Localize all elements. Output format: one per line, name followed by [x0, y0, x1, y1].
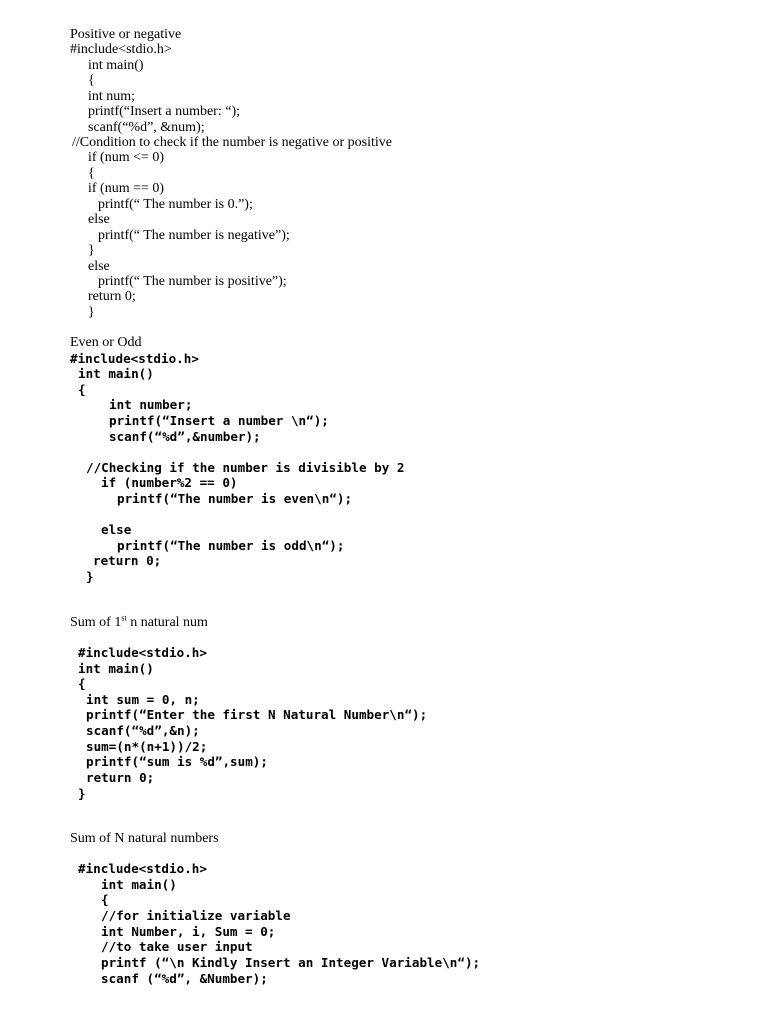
code-line: else [88, 259, 110, 274]
code-line: } [86, 569, 94, 584]
code-line: if (number%2 == 0) [101, 475, 238, 490]
code-line: { [78, 382, 86, 397]
code-line: return 0; [88, 289, 136, 304]
code-line: else [101, 522, 132, 537]
code-comment: //Condition to check if the number is negative or positive [72, 135, 392, 150]
code-line: if (num == 0) [88, 181, 165, 196]
code-line: { [88, 73, 95, 88]
code-line: printf (“\n Kindly Insert an Integer Variable\n“); [101, 955, 481, 970]
code-line: scanf(“%d”,&n); [86, 723, 200, 738]
code-line: int main() [88, 58, 144, 73]
code-line: int main() [78, 366, 154, 381]
code-line: printf(“Insert a number: “); [88, 104, 240, 119]
code-line: return 0; [93, 553, 162, 568]
code-line: else [88, 212, 110, 227]
code-line: { [88, 166, 95, 181]
code-line: printf(“ The number is positive”); [98, 274, 287, 289]
section-title: Sum of N natural numbers [70, 831, 219, 846]
section-title: Even or Odd [70, 335, 142, 350]
code-line: printf(“sum is %d”,sum); [86, 754, 268, 769]
code-line: #include<stdio.h> [78, 861, 207, 876]
code-line: { [78, 676, 86, 691]
section-title [70, 615, 208, 631]
code-line: return 0; [86, 770, 155, 785]
code-line: { [101, 892, 109, 907]
code-line: if (num <= 0) [88, 150, 165, 165]
code-line: int main() [78, 661, 154, 676]
title-text: n natural num [126, 615, 208, 630]
code-line: scanf (“%d”, &Number); [101, 971, 268, 986]
code-line: int number; [109, 397, 193, 412]
code-line: #include<stdio.h> [70, 351, 199, 366]
code-line: int sum = 0, n; [86, 692, 200, 707]
code-line: scanf(“%d”, &num); [88, 120, 205, 135]
code-line: } [78, 786, 86, 801]
code-comment: //for initialize variable [101, 908, 291, 923]
section-title: Positive or negative [70, 27, 182, 42]
code-line: int Number, i, Sum = 0; [101, 924, 276, 939]
code-line: sum=(n*(n+1))/2; [86, 739, 208, 754]
code-line: printf(“Insert a number \n“); [109, 413, 329, 428]
title-text: Sum of 1 [70, 615, 122, 630]
code-line: #include<stdio.h> [70, 42, 172, 57]
code-line: printf(“The number is odd\n“); [117, 538, 345, 553]
code-line: printf(“Enter the first N Natural Number\n“); [86, 707, 428, 722]
code-line: printf(“The number is even\n“); [117, 491, 353, 506]
code-line: } [88, 243, 95, 258]
code-line: } [88, 305, 95, 320]
code-comment: //to take user input [101, 939, 253, 954]
code-line: #include<stdio.h> [78, 645, 207, 660]
title-superscript: st [121, 613, 127, 623]
code-line: printf(“ The number is 0.”); [98, 197, 253, 212]
code-line: scanf(“%d”,&number); [109, 429, 261, 444]
code-line: printf(“ The number is negative”); [98, 228, 290, 243]
code-comment: //Checking if the number is divisible by 2 [86, 460, 405, 475]
code-line: int main() [101, 877, 177, 892]
code-line: int num; [88, 89, 136, 104]
